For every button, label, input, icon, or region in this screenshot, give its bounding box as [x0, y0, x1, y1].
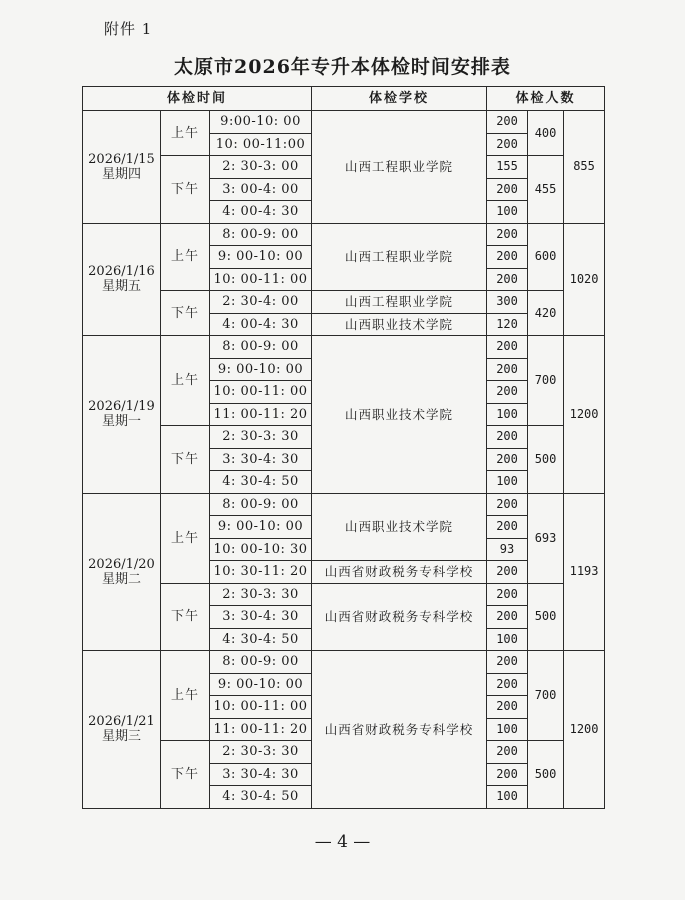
count-cell: 100	[487, 201, 528, 224]
count-cell: 200	[487, 696, 528, 719]
count-cell: 200	[487, 448, 528, 471]
date-cell	[83, 336, 161, 494]
subtotal-cell: 500	[528, 426, 564, 494]
time-cell: 2: 30-3: 00	[210, 156, 312, 179]
period-cell: 上午	[161, 111, 210, 156]
period-cell: 下午	[161, 583, 210, 651]
count-cell: 200	[487, 426, 528, 449]
day-total-cell: 1193	[564, 493, 605, 651]
period-cell: 上午	[161, 651, 210, 741]
day-total-cell: 1200	[564, 651, 605, 809]
table-row	[83, 336, 605, 359]
day-total-cell: 855	[564, 111, 605, 224]
table-row	[83, 291, 605, 314]
date-text: 2026/1/20	[88, 556, 155, 572]
weekday-text: 星期四	[101, 166, 141, 182]
count-cell: 155	[487, 156, 528, 179]
time-cell: 2: 30-3: 30	[210, 426, 312, 449]
page-title: 太原市2026年专升本体检时间安排表	[174, 56, 511, 78]
date-text: 2026/1/16	[88, 264, 155, 280]
time-cell: 8: 00-9: 00	[210, 336, 312, 359]
school-cell: 山西职业技术学院	[312, 336, 487, 494]
period-cell: 下午	[161, 426, 210, 494]
table-row	[83, 223, 605, 246]
time-cell: 11: 00-11: 20	[210, 718, 312, 741]
school-cell: 山西工程职业学院	[312, 291, 487, 314]
date-cell	[83, 493, 161, 651]
date-cell	[83, 651, 161, 809]
count-cell: 200	[487, 381, 528, 404]
schedule-table	[82, 86, 605, 809]
school-cell: 山西工程职业学院	[312, 223, 487, 291]
time-cell: 10: 00-11: 00	[210, 696, 312, 719]
period-cell: 下午	[161, 741, 210, 809]
time-cell: 10: 00-11: 00	[210, 268, 312, 291]
count-cell: 100	[487, 786, 528, 809]
time-cell: 3: 30-4: 30	[210, 448, 312, 471]
time-cell: 2: 30-4: 00	[210, 291, 312, 314]
time-cell: 3: 30-4: 30	[210, 763, 312, 786]
count-cell: 200	[487, 268, 528, 291]
weekday-text: 星期二	[101, 571, 141, 587]
count-cell: 100	[487, 403, 528, 426]
count-cell: 200	[487, 606, 528, 629]
count-cell: 200	[487, 133, 528, 156]
date-cell	[83, 223, 161, 336]
time-cell: 9: 00-10: 00	[210, 358, 312, 381]
subtotal-cell: 600	[528, 223, 564, 291]
period-cell: 上午	[161, 223, 210, 291]
time-cell: 2: 30-3: 30	[210, 741, 312, 764]
count-cell: 100	[487, 471, 528, 494]
time-cell: 9: 00-10: 00	[210, 246, 312, 269]
time-cell: 9: 00-10: 00	[210, 673, 312, 696]
school-cell: 山西省财政税务专科学校	[312, 583, 487, 651]
time-cell: 4: 30-4: 50	[210, 628, 312, 651]
time-cell: 8: 00-9: 00	[210, 223, 312, 246]
count-cell: 300	[487, 291, 528, 314]
time-cell: 9: 00-10: 00	[210, 516, 312, 539]
count-cell: 200	[487, 583, 528, 606]
table-row	[83, 651, 605, 674]
count-cell: 200	[487, 358, 528, 381]
count-cell: 120	[487, 313, 528, 336]
count-cell: 200	[487, 246, 528, 269]
time-cell: 3: 30-4: 30	[210, 606, 312, 629]
date-cell	[83, 111, 161, 224]
time-cell: 2: 30-3: 30	[210, 583, 312, 606]
count-cell: 200	[487, 178, 528, 201]
weekday-text: 星期一	[101, 414, 141, 430]
period-cell: 上午	[161, 336, 210, 426]
school-cell: 山西工程职业学院	[312, 111, 487, 224]
weekday-text: 星期三	[101, 729, 141, 745]
subtotal-cell: 693	[528, 493, 564, 583]
time-cell: 11: 00-11: 20	[210, 403, 312, 426]
header-time: 体检时间	[83, 87, 312, 111]
time-cell: 4: 30-4: 50	[210, 786, 312, 809]
weekday-text: 星期五	[101, 279, 141, 295]
page-number: — 4 —	[314, 832, 371, 852]
count-cell: 200	[487, 516, 528, 539]
table-header-row	[83, 87, 605, 111]
time-cell: 3: 00-4: 00	[210, 178, 312, 201]
time-cell: 10: 00-11:00	[210, 133, 312, 156]
time-cell: 4: 00-4: 30	[210, 313, 312, 336]
count-cell: 200	[487, 493, 528, 516]
count-cell: 200	[487, 336, 528, 359]
count-cell: 200	[487, 763, 528, 786]
count-cell: 100	[487, 628, 528, 651]
count-cell: 200	[487, 651, 528, 674]
subtotal-cell: 500	[528, 583, 564, 651]
date-text: 2026/1/15	[88, 151, 155, 167]
table-row	[83, 111, 605, 134]
subtotal-cell: 455	[528, 156, 564, 224]
count-cell: 100	[487, 718, 528, 741]
time-cell: 10: 00-11: 00	[210, 381, 312, 404]
subtotal-cell: 500	[528, 741, 564, 809]
period-cell: 下午	[161, 291, 210, 336]
date-text: 2026/1/19	[88, 399, 155, 415]
day-total-cell: 1200	[564, 336, 605, 494]
count-cell: 200	[487, 741, 528, 764]
date-text: 2026/1/21	[88, 714, 155, 730]
school-cell: 山西省财政税务专科学校	[312, 561, 487, 584]
period-cell: 下午	[161, 156, 210, 224]
time-cell: 8: 00-9: 00	[210, 493, 312, 516]
count-cell: 200	[487, 561, 528, 584]
time-cell: 9:00-10: 00	[210, 111, 312, 134]
count-cell: 93	[487, 538, 528, 561]
subtotal-cell: 420	[528, 291, 564, 336]
time-cell: 8: 00-9: 00	[210, 651, 312, 674]
day-total-cell: 1020	[564, 223, 605, 336]
subtotal-cell: 700	[528, 336, 564, 426]
time-cell: 10: 30-11: 20	[210, 561, 312, 584]
count-cell: 200	[487, 673, 528, 696]
header-school: 体检学校	[312, 87, 487, 111]
time-cell: 4: 30-4: 50	[210, 471, 312, 494]
table-row	[83, 583, 605, 606]
subtotal-cell: 700	[528, 651, 564, 741]
subtotal-cell: 400	[528, 111, 564, 156]
school-cell: 山西省财政税务专科学校	[312, 651, 487, 809]
time-cell: 10: 00-10: 30	[210, 538, 312, 561]
attachment-label: 附件 1	[104, 20, 153, 38]
count-cell: 200	[487, 223, 528, 246]
school-cell: 山西职业技术学院	[312, 493, 487, 561]
table-row	[83, 493, 605, 516]
school-cell: 山西职业技术学院	[312, 313, 487, 336]
time-cell: 4: 00-4: 30	[210, 201, 312, 224]
count-cell: 200	[487, 111, 528, 134]
period-cell: 上午	[161, 493, 210, 583]
header-count: 体检人数	[487, 87, 605, 111]
